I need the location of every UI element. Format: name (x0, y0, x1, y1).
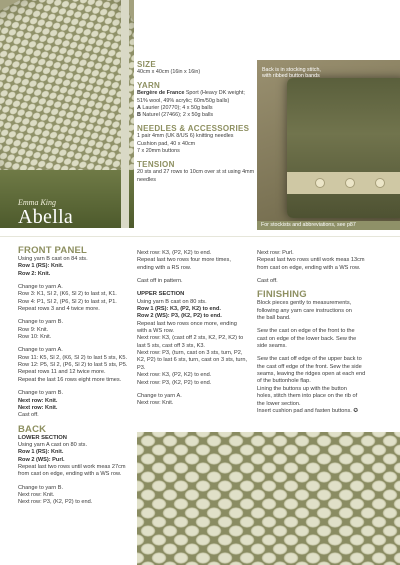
text-line (18, 271, 134, 278)
text-line: Repeat the last 16 rows eight more times. (18, 376, 122, 383)
text-line: following any yarn care instructions on (257, 307, 352, 314)
row-instruction: Row 1 (RS): Knit. (18, 263, 64, 270)
text-line: Repeat last two rows once more, ending (137, 320, 237, 327)
text-line: Row 11: K5, Sl 2, (K6, Sl 2) to last 5 sts, K5. (18, 354, 128, 361)
text-line (18, 398, 134, 405)
text-line: of the buttonhole flap. (257, 378, 311, 385)
text-line (18, 449, 134, 456)
tension-heading: TENSION (137, 160, 175, 170)
text-line: from cast on edge, ending with a WS row. (257, 264, 361, 271)
row-instruction: Row 2: Knit. (18, 270, 51, 277)
text-line (18, 263, 134, 270)
text-line: Row 4: P1, Sl 2, (P6, Sl 2) to last st, P1. (18, 298, 117, 305)
text-line: holes, stitch them into place on the rib of (257, 393, 358, 400)
front-panel-heading: FRONT PANEL (18, 245, 88, 256)
text-line: Row 12: P5, Sl 2, (P6, Sl 2) to last 5 sts, P5. (18, 362, 128, 369)
text-line: Next row: K3, (cast off 2 sts, K2, P2, K2) to (137, 335, 244, 342)
needles-line: 7 x 20mm buttons (137, 148, 180, 155)
photo-caption: Back is in stocking stitch, with ribbed button bands (262, 67, 321, 80)
text-line: Next row: K3, (P2, K2) to end. (137, 250, 212, 256)
text-line: cast on edge of the lower back. Sew the (257, 335, 357, 342)
text-line (257, 408, 397, 415)
text-line: Change to yarn A. (137, 392, 182, 399)
knit-closeup-photo (137, 432, 400, 565)
text-line: Sew the cast on edge of the front to the (257, 328, 355, 335)
needles-text (137, 133, 255, 155)
needles-line: 1 pair 4mm (UK 8/US 6) knitting needles (137, 133, 234, 140)
text-line: Repeat last two rows until work meas 27cm (18, 463, 126, 470)
finishing-heading: FINISHING (257, 289, 307, 301)
text-line: the lower section. (257, 400, 301, 407)
text-line (18, 457, 134, 464)
needles-line: Cushion pad, 40 x 40cm (137, 140, 196, 147)
row-instruction: Row 1 (RS): Knit. (18, 449, 64, 456)
text-line: Sew the cast off edge of the upper back to (257, 356, 362, 363)
text-line: Row 3: K1, Sl 2, (K6, Sl 2) to last st, K1. (18, 291, 117, 298)
text-line: Cast off. (18, 412, 39, 419)
text-line: Repeat last two rows until work meas 13cm (257, 257, 365, 264)
size-heading: SIZE (137, 60, 156, 69)
text-line (18, 405, 134, 412)
button-icon (315, 178, 325, 188)
yarn-brand: Bergère de France (137, 90, 185, 97)
end-mark-icon: ✪ (353, 407, 359, 414)
yarn-b: Naturel (27466); 2 x 50g balls (140, 112, 214, 119)
text-line: Lining the buttons up with the button (257, 385, 347, 392)
text-line: Next row: Knit. (18, 491, 55, 498)
honeycomb-stitch-image (137, 432, 400, 565)
yarn-text (137, 90, 255, 119)
text-line: Repeat rows 3 and 4 twice more. (18, 306, 100, 313)
tension-text: 20 sts and 27 rows to 10cm over st st using 4mm needles (137, 169, 255, 183)
text-line: Next row: P3, (turn, cast on 3 sts, turn, P2, (137, 350, 243, 357)
pattern-info (137, 60, 255, 189)
text-line: Change to yarn B. (18, 319, 64, 326)
cushion-back-image (287, 78, 400, 218)
column-2 (137, 250, 255, 408)
final-instruction: Insert cushion pad and fasten buttons. (257, 407, 352, 414)
yarn-desc: Sport (Heavy DK weight; 51% wool, 49% acrylic; 60m/50g balls) (137, 90, 245, 104)
text-line: K2, P2) to last 6 sts, turn, cast on 3 sts, turn, (137, 357, 248, 364)
text-line: Next row: Knit. (137, 400, 174, 407)
text-line: Next row: P3, (K2, P2) to end. (18, 499, 93, 506)
text-line: Change to yarn B. (18, 390, 64, 397)
text-line: Using yarn B cast on 80 sts. (137, 298, 207, 305)
text-line: Cast off. (257, 278, 278, 285)
stockists-note: For stockists and abbreviations, see p87 (257, 221, 400, 230)
lower-section-heading: LOWER SECTION (18, 434, 67, 441)
text-line: from cast on edge, ending with a WS row. (18, 471, 122, 478)
designer-name: Emma King (18, 198, 56, 207)
text-line: Row 10: Knit. (18, 334, 52, 341)
text-line: Row 9: Knit. (18, 326, 49, 333)
text-line: Block pieces gently to measurements, (257, 300, 352, 307)
row-instruction: Next row: Knit. (18, 404, 58, 411)
button-icon (375, 178, 385, 188)
text-line: Next row: P3, (K2, P2) to end. (137, 379, 212, 386)
upper-section-heading: UPPER SECTION (137, 291, 185, 298)
text-line: Repeat last two rows four more times, (137, 257, 231, 264)
text-line: the ball band. (257, 315, 291, 322)
yarn-a: Laurier (20770); 4 x 50g balls (140, 104, 213, 111)
row-instruction: Row 2 (WS): Purl. (18, 456, 65, 463)
yarn-a-label: A (137, 104, 141, 111)
cushion-photo (0, 0, 134, 228)
row-instruction: Next row: Knit. (18, 397, 58, 404)
text-line: side seams. (257, 343, 287, 350)
text-line: Cast off in pattern. (137, 278, 183, 285)
text-line: with a WS row. (137, 328, 174, 335)
column-3 (257, 250, 397, 415)
text-line (137, 306, 255, 313)
needles-heading: NEEDLES & ACCESSORIES (137, 124, 250, 134)
text-line: ending with a RS row. (137, 264, 192, 271)
back-heading: BACK (18, 423, 47, 435)
vertical-divider-bar (121, 0, 129, 228)
text-line: Change to yarn A. (18, 347, 63, 354)
text-line: Next row: Purl. (257, 250, 294, 256)
yarn-heading: YARN (137, 81, 161, 91)
section-divider (0, 236, 400, 237)
row-instruction: Row 1 (RS): K3, (P2, K2) to end. (137, 306, 221, 313)
column-1 (18, 245, 134, 507)
text-line: last 5 sts, cast off 3 sts, K3. (137, 342, 205, 349)
text-line: Change to yarn B. (18, 484, 64, 491)
text-line: Change to yarn A. (18, 284, 63, 291)
button-icon (345, 178, 355, 188)
row-instruction: Row 2 (WS): P3, (K2, P2) to end. (137, 313, 222, 320)
text-line: Using yarn B cast on 84 sts. (18, 256, 88, 262)
text-line: the cast off edge of the front. Sew the side (257, 363, 362, 370)
button-band-photo (257, 60, 400, 228)
text-line: Repeat rows 11 and 12 twice more. (18, 369, 106, 376)
text-line (137, 313, 255, 320)
text-line: Next row: K3, (P2, K2) to end. (137, 372, 212, 379)
text-line: seams, leaving the ridges open at each end (257, 371, 366, 378)
text-line: Using yarn A cast on 80 sts. (18, 441, 88, 448)
size-text: 40cm x 40cm (16in x 16in) (137, 69, 201, 75)
text-line: P3. (137, 364, 146, 371)
pattern-title: Abella (18, 206, 74, 228)
yarn-b-label: B (137, 112, 141, 119)
